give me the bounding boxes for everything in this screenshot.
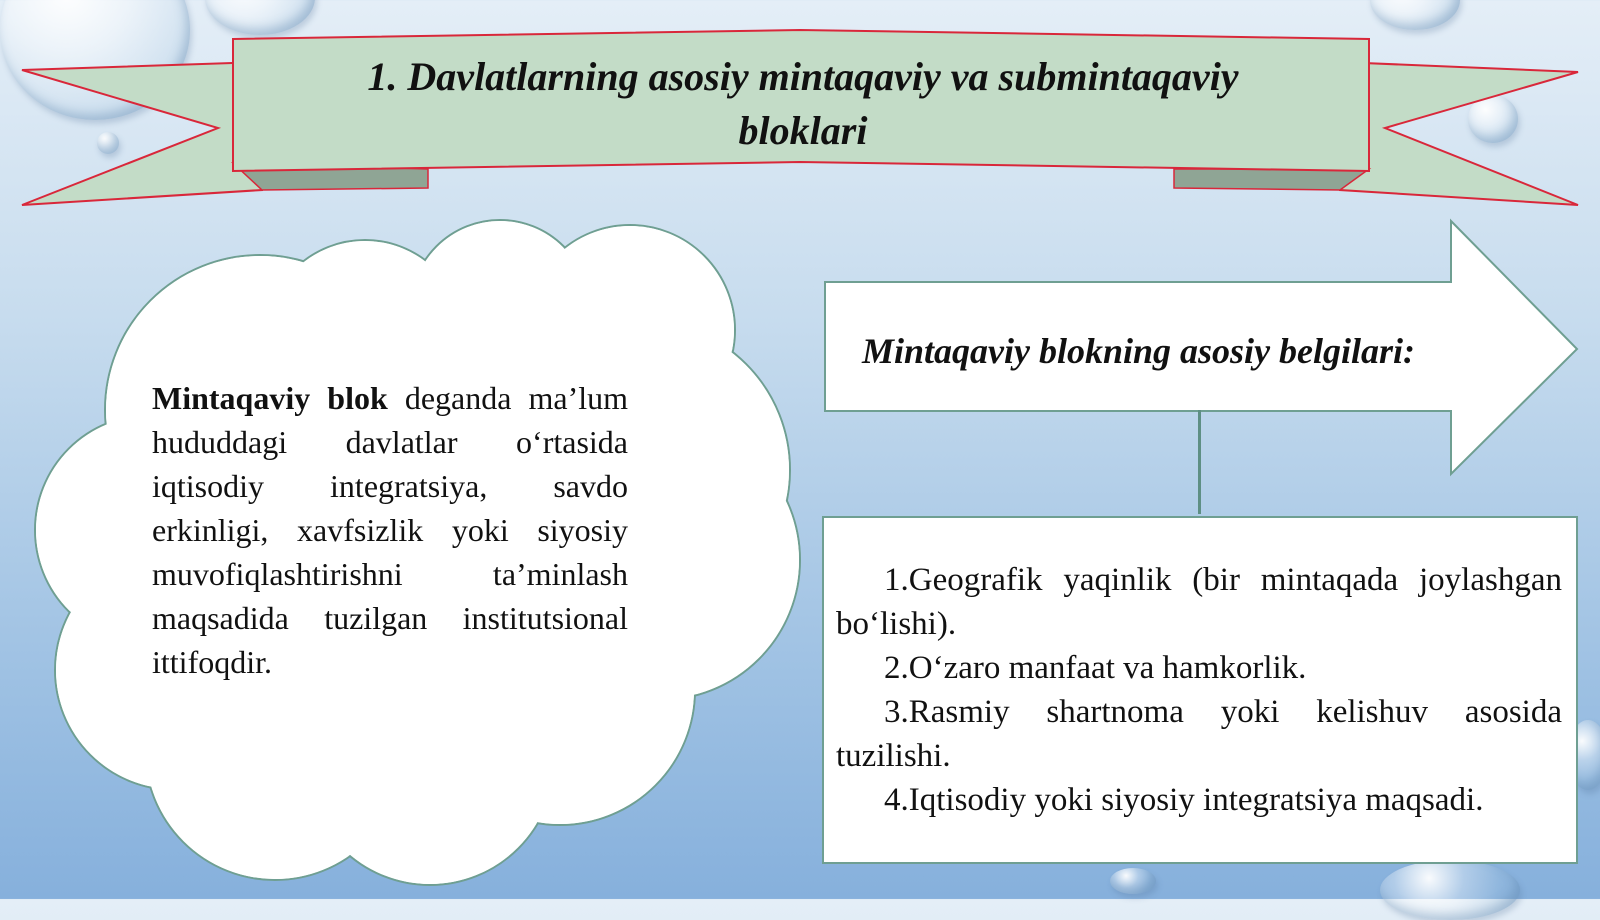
ribbon-right-fold (1174, 169, 1369, 190)
feature-item-3: 3.Rasmiy shartnoma yoki kelishuv asosida tuzilishi. (836, 694, 1562, 774)
ribbon-right-tail (1340, 62, 1578, 205)
page-title-line-1: 1. Davlatlarning asosiy mintaqaviy va submintaqaviy (367, 54, 1239, 99)
definition-text (152, 376, 628, 684)
features-list-box (822, 516, 1578, 864)
features-heading: Mintaqaviy blokning asosiy belgilari: (862, 331, 1416, 371)
water-drop-decoration (1380, 860, 1520, 920)
connector-line (1198, 410, 1201, 514)
page-title-line-2: bloklari (738, 108, 868, 153)
feature-item-2: 2.O‘zaro manfaat va hamkorlik. (884, 650, 1307, 686)
definition-term: Mintaqaviy blok (152, 380, 388, 416)
feature-item-1: 1.Geografik yaqinlik (bir mintaqada joylashgan bo‘lishi). (836, 562, 1562, 642)
page-title (240, 44, 1366, 164)
water-drop-decoration (1110, 868, 1156, 894)
definition-body: deganda ma’lum hududdagi davlatlar o‘rtasida iqtisodiy integratsiya, savdo erkinligi, xavfsizlik yoki siyosiy muvofiqlashtirishni ta’minlash maqsadida tuzilgan institutsional ittifoqdir. (152, 380, 628, 680)
feature-item-4: 4.Iqtisodiy yoki siyosiy integratsiya maqsadi. (884, 782, 1484, 818)
ribbon-left-tail (22, 62, 262, 205)
